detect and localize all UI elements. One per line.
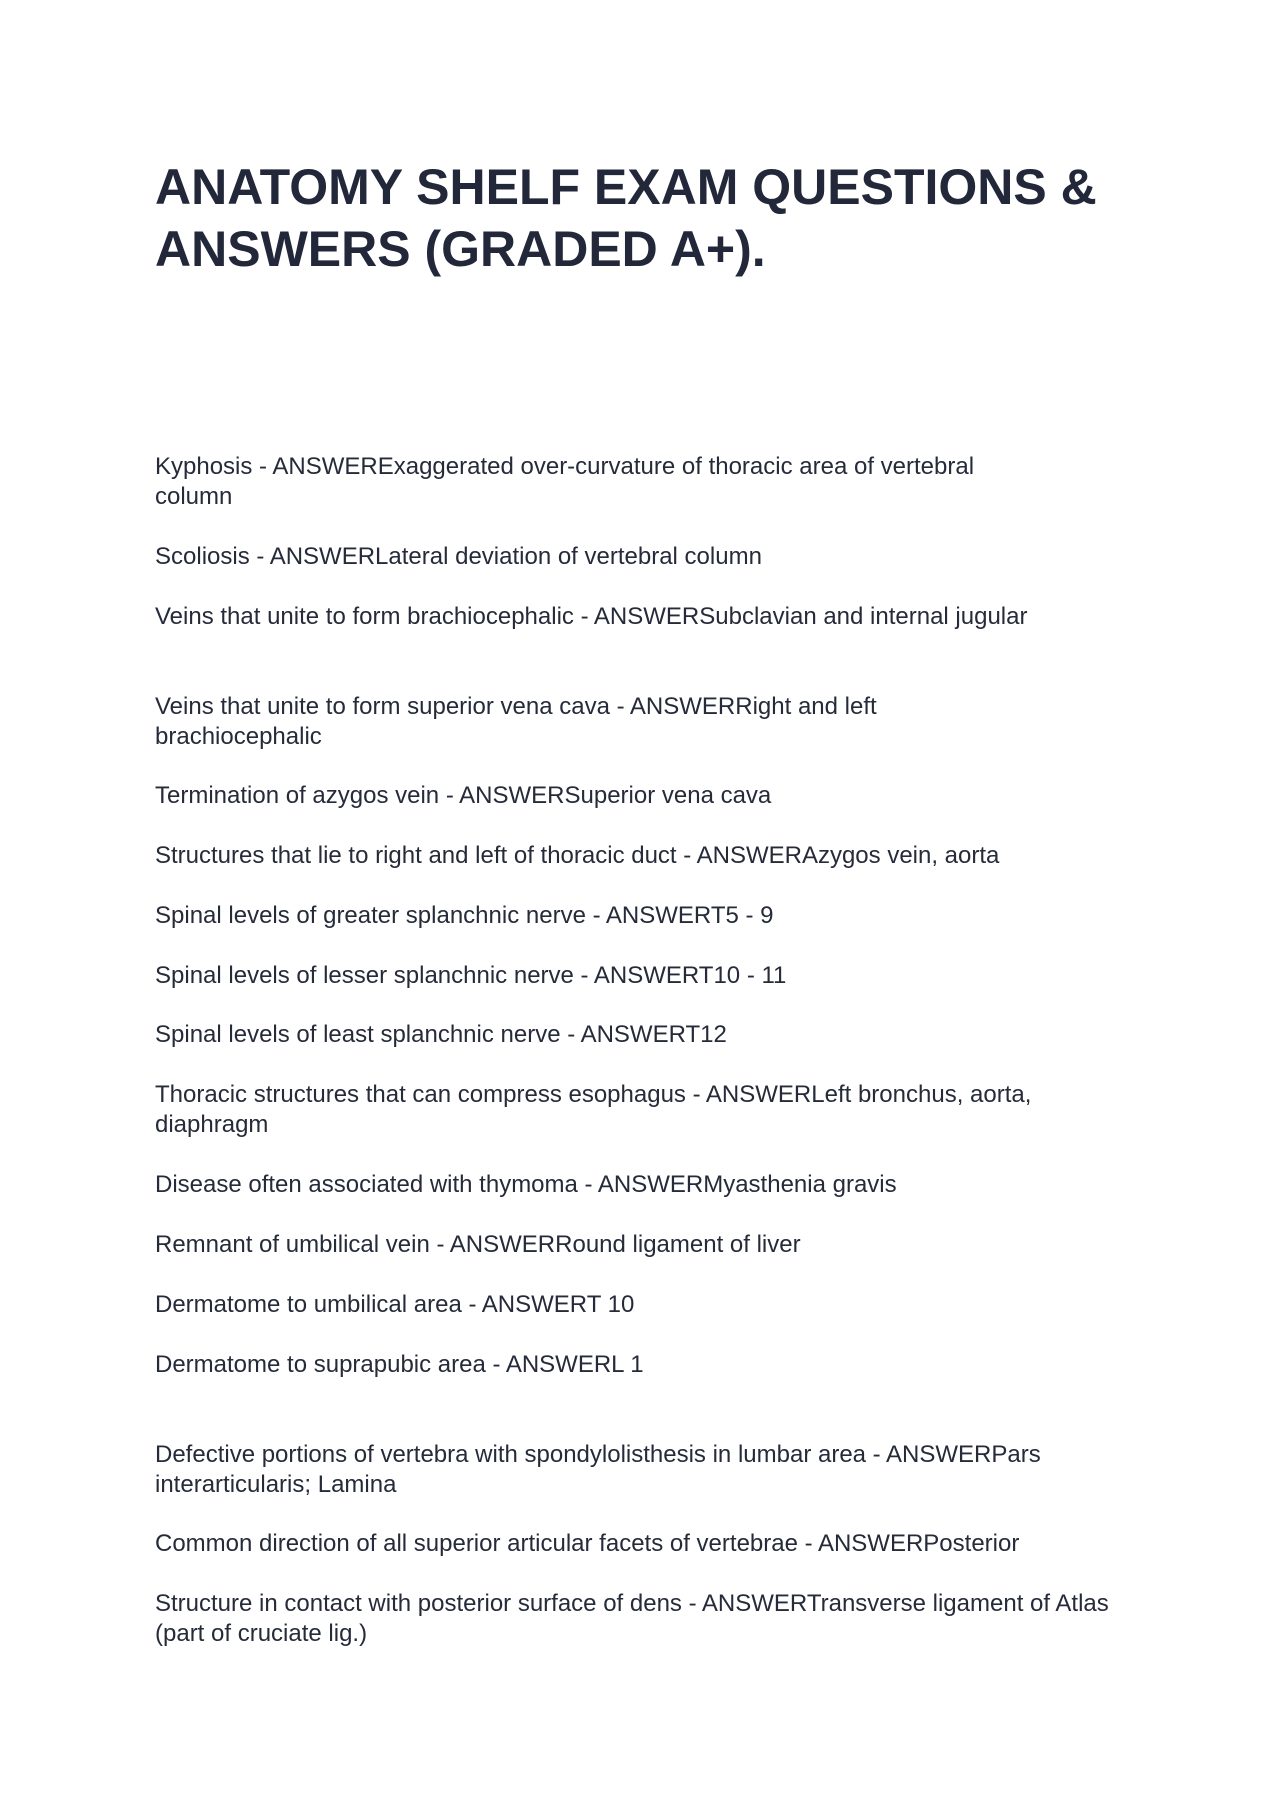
document-title: ANATOMY SHELF EXAM QUESTIONS & ANSWERS (GRADED A+). [155, 159, 1097, 277]
qa-item: Veins that unite to form superior vena cava - ANSWERRight and left brachiocephalic [155, 693, 877, 750]
qa-item: Thoracic structures that can compress esophagus - ANSWERLeft bronchus, aorta, diaphragm [155, 1081, 1032, 1138]
qa-item: Common direction of all superior articular facets of vertebrae - ANSWERPosterior [155, 1530, 1020, 1557]
qa-item: Dermatome to umbilical area - ANSWERT 10 [155, 1291, 635, 1318]
qa-item: Remnant of umbilical vein - ANSWERRound ligament of liver [155, 1231, 801, 1258]
qa-item: Dermatome to suprapubic area - ANSWERL 1 [155, 1351, 644, 1378]
qa-item: Spinal levels of lesser splanchnic nerve - ANSWERT10 - 11 [155, 962, 787, 989]
qa-item: Structure in contact with posterior surface of dens - ANSWERTransverse ligament of Atlas (part of cruciate lig.) [155, 1590, 1109, 1647]
qa-item: Termination of azygos vein - ANSWERSuperior vena cava [155, 782, 772, 809]
qa-item: Scoliosis - ANSWERLateral deviation of vertebral column [155, 543, 762, 570]
qa-item: Disease often associated with thymoma - ANSWERMyasthenia gravis [155, 1171, 897, 1198]
qa-item: Defective portions of vertebra with spondylolisthesis in lumbar area - ANSWERPars interarticularis; Lamina [155, 1441, 1041, 1498]
qa-item: Kyphosis - ANSWERExaggerated over-curvature of thoracic area of vertebral column [155, 453, 975, 510]
qa-item: Spinal levels of least splanchnic nerve - ANSWERT12 [155, 1021, 727, 1048]
qa-item: Veins that unite to form brachiocephalic - ANSWERSubclavian and internal jugular [155, 603, 1028, 630]
qa-item: Structures that lie to right and left of thoracic duct - ANSWERAzygos vein, aorta [155, 842, 1000, 869]
qa-item: Spinal levels of greater splanchnic nerve - ANSWERT5 - 9 [155, 902, 774, 929]
